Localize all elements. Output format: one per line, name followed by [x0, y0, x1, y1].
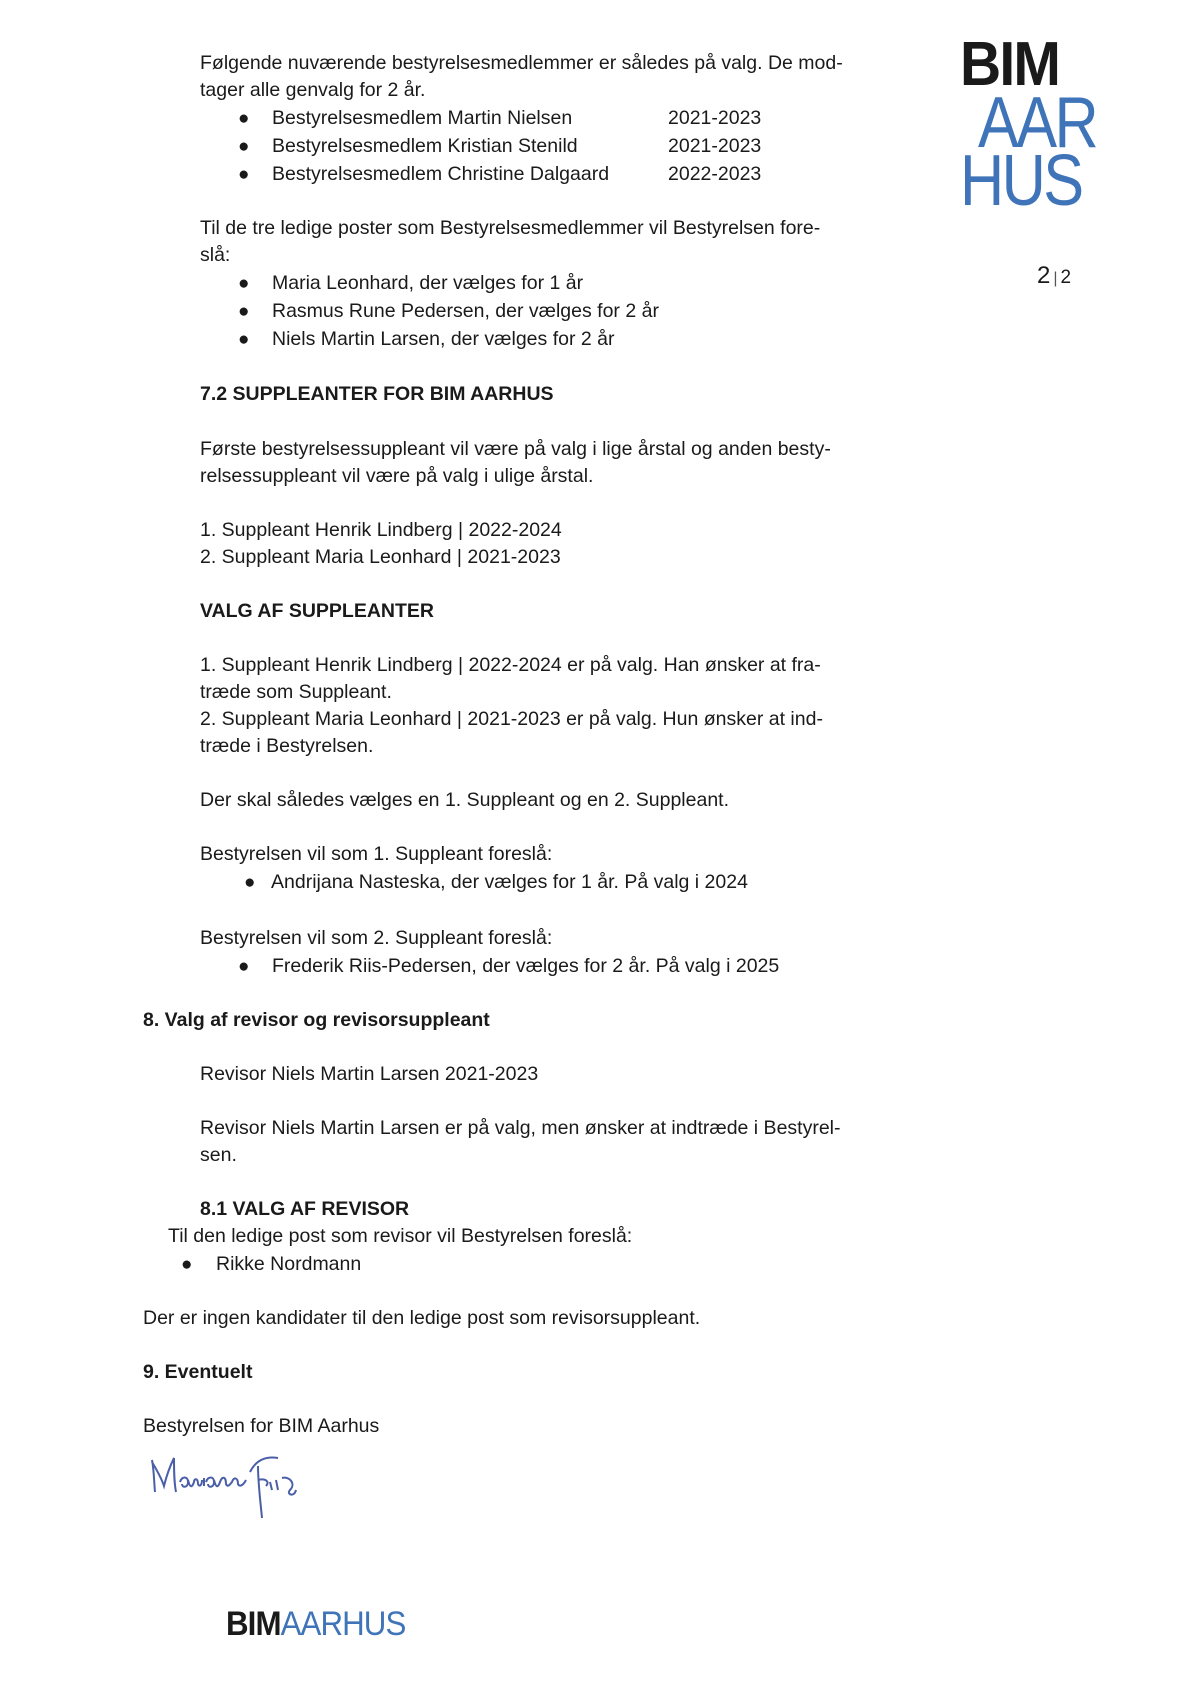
- candidate-item: Rasmus Rune Pedersen, der vælges for 2 år: [272, 300, 659, 322]
- first-suppleant-candidate: Andrijana Nasteska, der vælges for 1 år. På valg i 2024: [271, 871, 748, 893]
- bullet-icon: ●: [238, 956, 250, 977]
- proposal-line-1: Til de tre ledige poster som Bestyrelsesmedlemmer vil Bestyrelsen fore-: [200, 217, 821, 239]
- bullet-icon: ●: [238, 301, 250, 322]
- bim-aarhus-logo: [960, 30, 1120, 221]
- section-9-heading: 9. Eventuelt: [143, 1361, 253, 1383]
- page-separator: |: [1053, 270, 1058, 287]
- valg-suppleanter-heading: VALG AF SUPPLEANTER: [200, 600, 435, 622]
- bullet-icon: ●: [244, 872, 256, 893]
- signature-image: [146, 1440, 326, 1520]
- member-period: 2021-2023: [668, 107, 762, 129]
- suppleant-2: 2. Suppleant Maria Leonhard | 2021-2023: [200, 546, 561, 568]
- second-suppleant-candidate: Frederik Riis-Pedersen, der vælges for 2 år. På valg i 2025: [272, 955, 780, 977]
- section-8-1-intro: Til den ledige post som revisor vil Bestyrelsen foreslå:: [168, 1225, 633, 1247]
- logo-aar-text: AAR: [978, 83, 1097, 163]
- section-7-2-para-2: relsessuppleant vil være på valg i ulige årstal.: [200, 465, 594, 487]
- revisor-note-2: sen.: [200, 1144, 237, 1166]
- page-number: [1037, 262, 1071, 290]
- bullet-icon: ●: [238, 329, 250, 350]
- revisor-note-1: Revisor Niels Martin Larsen er på valg, men ønsker at indtræde i Bestyrel-: [200, 1117, 841, 1139]
- page-total: 2: [1060, 267, 1072, 288]
- candidate-item: Maria Leonhard, der vælges for 1 år: [272, 272, 584, 294]
- intro-line-2: tager alle genvalg for 2 år.: [200, 79, 426, 101]
- valg-line-5: Der skal således vælges en 1. Suppleant og en 2. Suppleant.: [200, 789, 730, 811]
- section-8-1-heading: 8.1 VALG AF REVISOR: [200, 1198, 410, 1220]
- bullet-icon: ●: [238, 136, 250, 157]
- logo-bim-text: BIM: [960, 30, 1060, 99]
- section-8-heading: 8. Valg af revisor og revisorsuppleant: [143, 1009, 490, 1031]
- footer-logo-bim: BIM: [226, 1605, 281, 1643]
- member-period: 2021-2023: [668, 135, 762, 157]
- candidate-item: Niels Martin Larsen, der vælges for 2 år: [272, 328, 615, 350]
- bullet-icon: ●: [238, 164, 250, 185]
- valg-line-1: 1. Suppleant Henrik Lindberg | 2022-2024 er på valg. Han ønsker at fra-: [200, 654, 821, 676]
- page-current: 2: [1037, 262, 1051, 289]
- section-7-2-heading: 7.2 SUPPLEANTER FOR BIM AARHUS: [200, 383, 554, 405]
- valg-line-3: 2. Suppleant Maria Leonhard | 2021-2023 er på valg. Hun ønsker at ind-: [200, 708, 823, 730]
- bullet-icon: ●: [238, 273, 250, 294]
- section-7-2-para-1: Første bestyrelsessuppleant vil være på valg i lige årstal og anden besty-: [200, 438, 831, 460]
- member-name: Bestyrelsesmedlem Kristian Stenild: [272, 135, 578, 157]
- no-candidates-note: Der er ingen kandidater til den ledige post som revisorsuppleant.: [143, 1307, 701, 1329]
- signoff-text: Bestyrelsen for BIM Aarhus: [143, 1415, 380, 1437]
- logo-hus-text: HUS: [960, 141, 1082, 221]
- valg-line-2: træde som Suppleant.: [200, 681, 392, 703]
- bullet-icon: ●: [181, 1254, 193, 1275]
- footer-logo-aarhus: AARHUS: [280, 1605, 406, 1643]
- revisor-candidate: Rikke Nordmann: [216, 1253, 362, 1275]
- member-period: 2022-2023: [668, 163, 762, 185]
- second-suppleant-intro: Bestyrelsen vil som 2. Suppleant foreslå:: [200, 927, 553, 949]
- revisor-line: Revisor Niels Martin Larsen 2021-2023: [200, 1063, 539, 1085]
- intro-line-1: Følgende nuværende bestyrelsesmedlemmer er således på valg. De mod-: [200, 52, 843, 74]
- member-name: Bestyrelsesmedlem Christine Dalgaard: [272, 163, 610, 185]
- footer-logo: [226, 1605, 405, 1644]
- valg-line-4: træde i Bestyrelsen.: [200, 735, 374, 757]
- member-name: Bestyrelsesmedlem Martin Nielsen: [272, 107, 573, 129]
- suppleant-1: 1. Suppleant Henrik Lindberg | 2022-2024: [200, 519, 562, 541]
- proposal-line-2: slå:: [200, 244, 231, 266]
- first-suppleant-intro: Bestyrelsen vil som 1. Suppleant foreslå:: [200, 843, 553, 865]
- bullet-icon: ●: [238, 108, 250, 129]
